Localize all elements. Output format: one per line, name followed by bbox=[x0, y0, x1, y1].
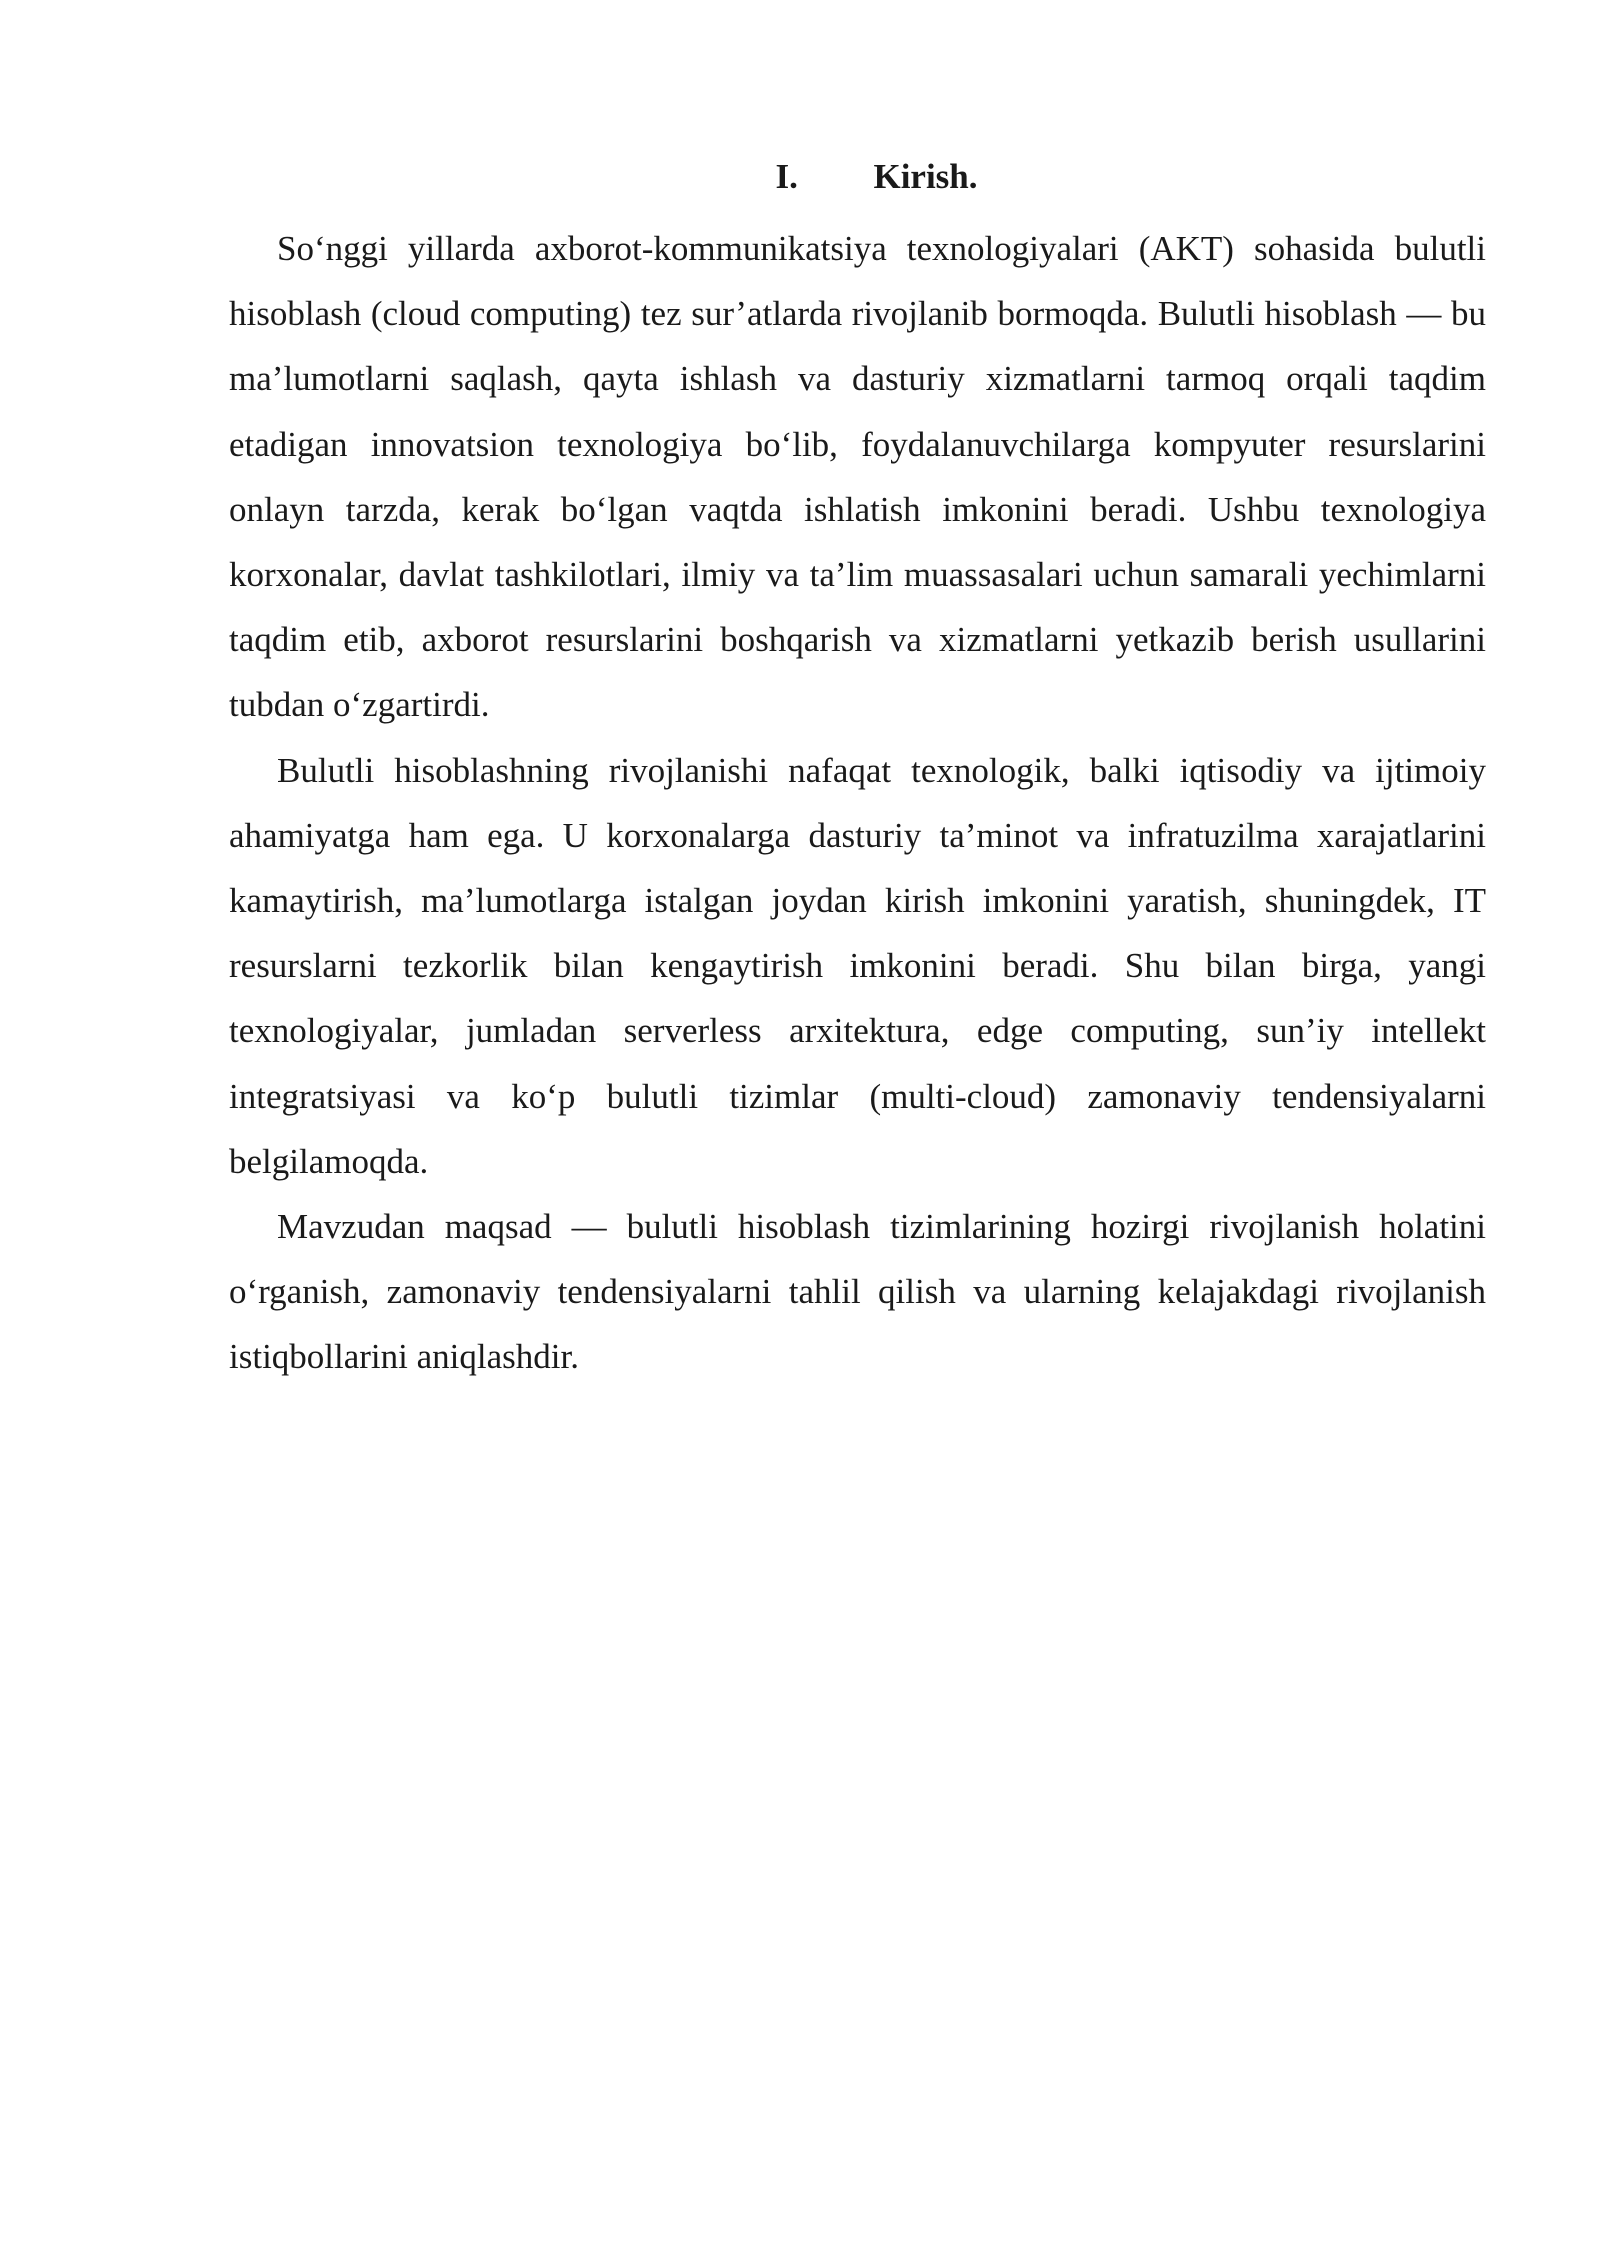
section-heading bbox=[229, 150, 1486, 204]
section-title: Kirish. bbox=[873, 157, 978, 196]
section-number: I. bbox=[775, 157, 798, 196]
page-content bbox=[229, 150, 1486, 1390]
paragraph-significance: Bulutli hisoblashning rivojlanishi nafaqat texnologik, balki iqtisodiy va ijtimoiy ahamiyatga ham ega. U korxonalarga dasturiy ta’minot va infratuzilma xarajatlarini kamaytirish, ma’lumotlarga istalgan joydan kirish imkonini yaratish, shuningdek, IT resurslarni tezkorlik bilan kengaytirish imkonini beradi. Shu bilan birga, yangi texnologiyalar, jumladan serverless arxitektura, edge computing, sun’iy intellekt integratsiyasi va ko‘p bulutli tizimlar (multi-cloud) zamonaviy tendensiyalarni belgilamoqda. bbox=[229, 750, 1486, 1181]
paragraph-intro: So‘nggi yillarda axborot-kommunikatsiya texnologiyalari (AKT) sohasida bulutli hisoblash (cloud computing) tez sur’atlarda rivojlanib bormoqda. Bulutli hisoblash — bu ma’lumotlarni saqlash, qayta ishlash va dasturiy xizmatlarni tarmoq orqali taqdim etadigan innovatsion texnologiya bo‘lib, foydalanuvchilarga kompyuter resurslarini onlayn tarzda, kerak bo‘lgan vaqtda ishlatish imkonini beradi. Ushbu texnologiya korxonalar, davlat tashkilotlari, ilmiy va ta’lim muassasalari uchun samarali yechimlarni taqdim etib, axborot resurslarini boshqarish va xizmatlarni yetkazib berish usullarini tubdan o‘zgartirdi. bbox=[229, 229, 1486, 725]
paragraph-goal: Mavzudan maqsad — bulutli hisoblash tizimlarining hozirgi rivojlanish holatini o‘rganish, zamonaviy tendensiyalarni tahlil qilish va ularning kelajakdagi rivojlanish istiqbollarini aniqlashdir. bbox=[229, 1207, 1486, 1377]
